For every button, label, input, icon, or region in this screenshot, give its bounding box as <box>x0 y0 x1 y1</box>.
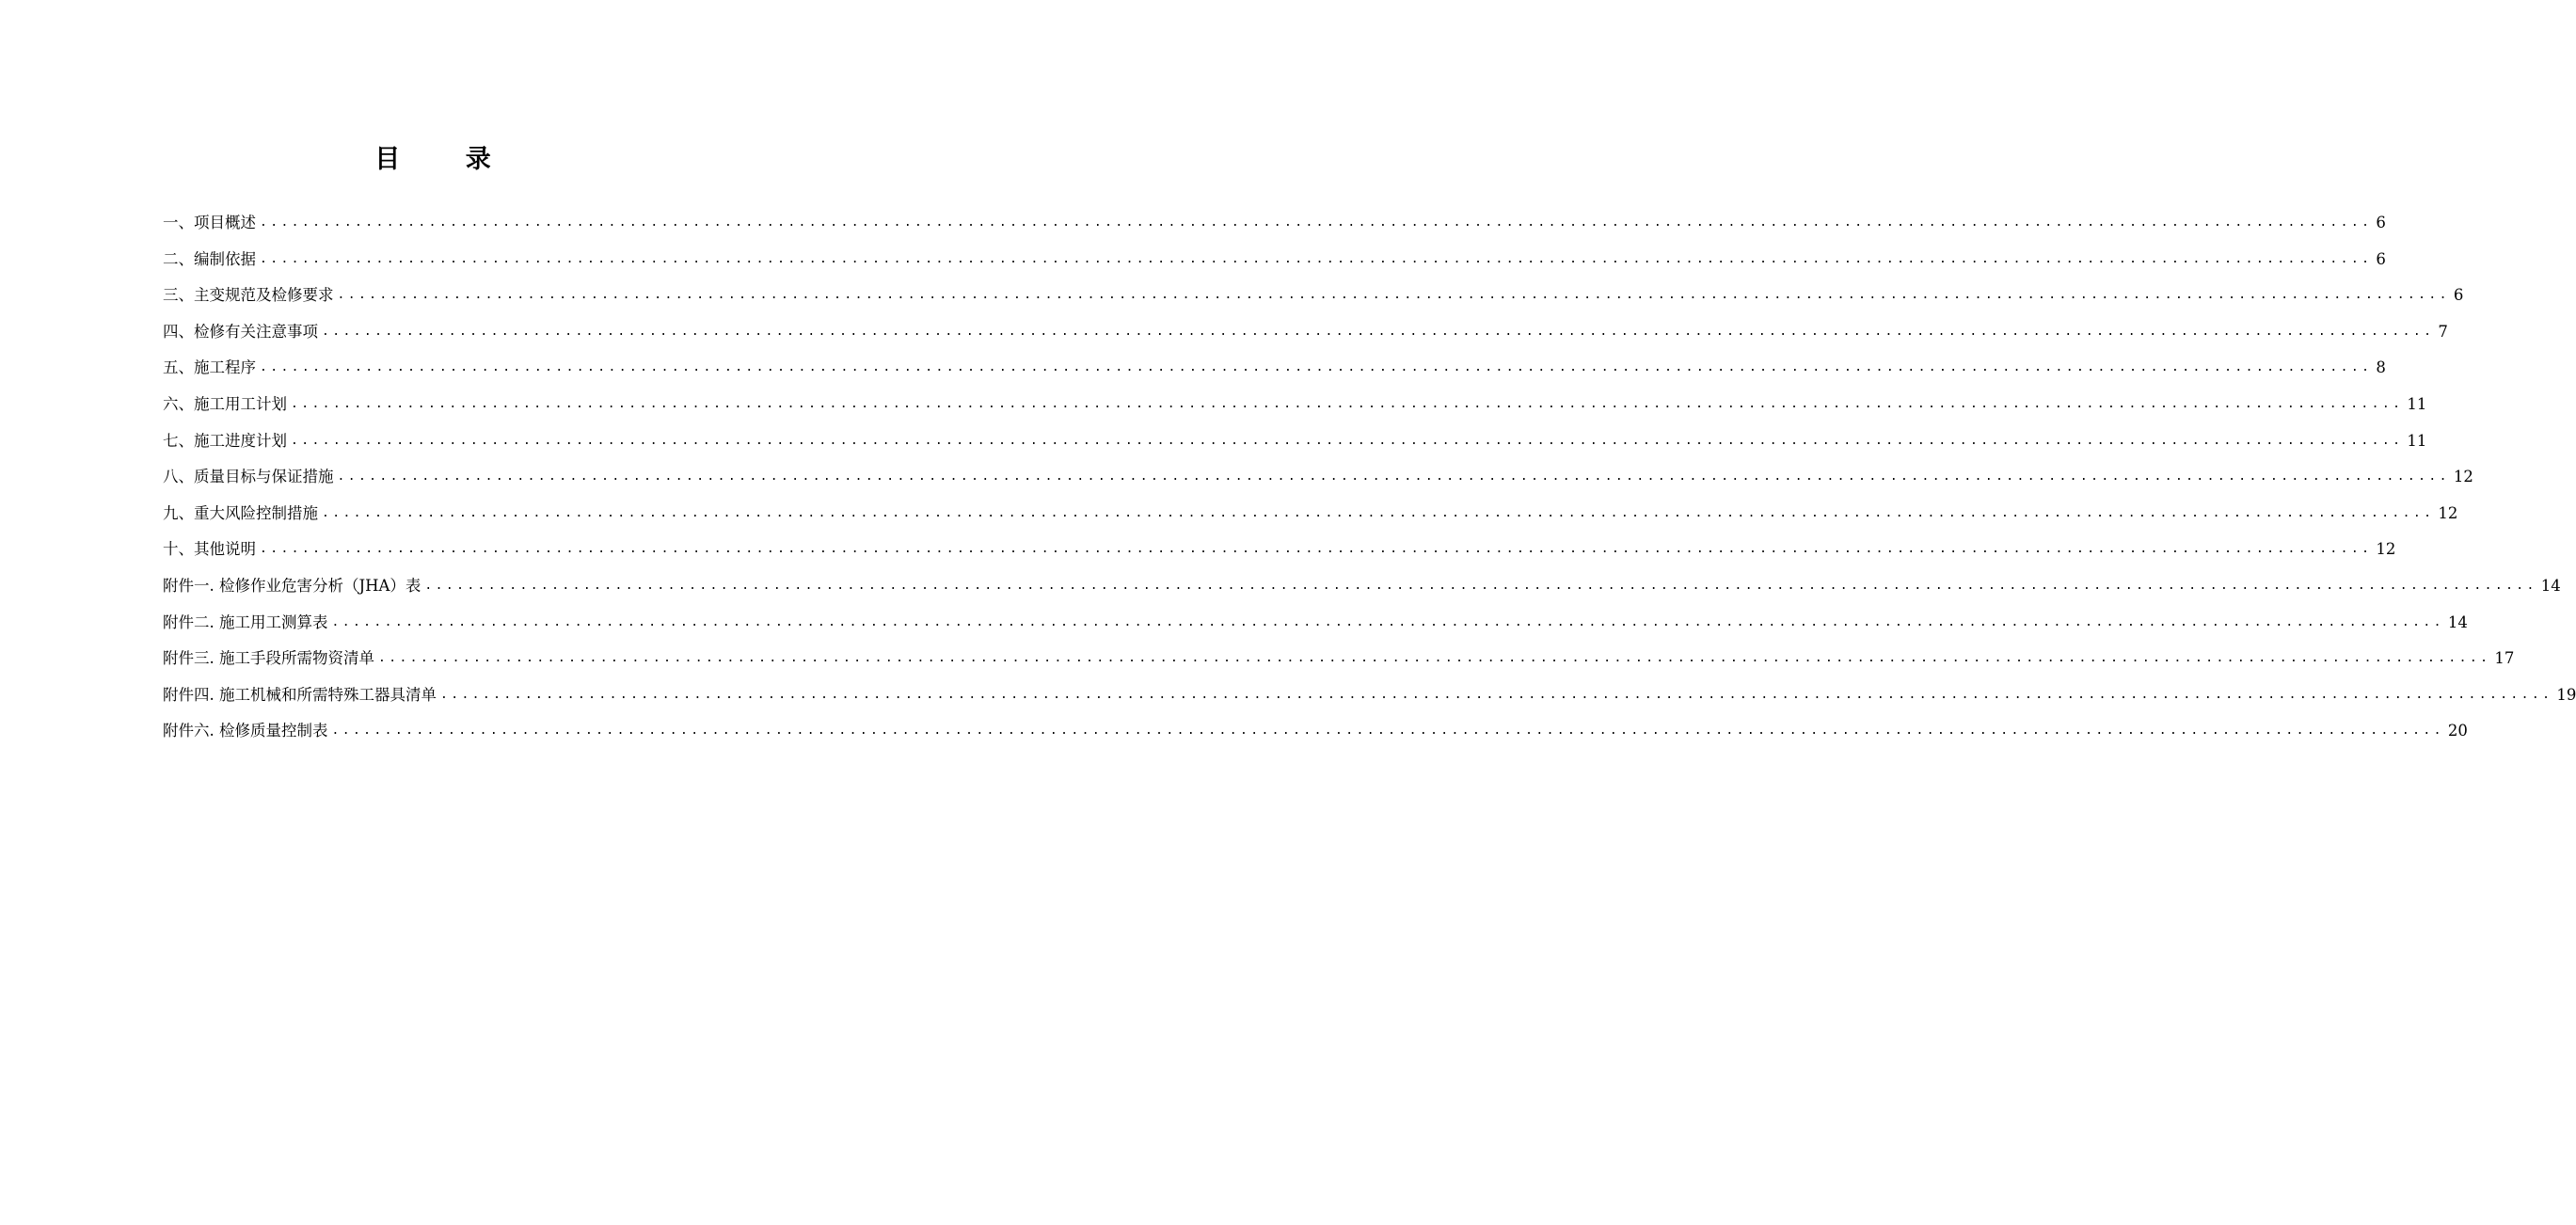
toc-dot-leader: ........................................................................................................................................................................................................ <box>260 215 2373 230</box>
toc-entry-page: 6 <box>2376 214 2386 231</box>
toc-entry-label: 四、检修有关注意事项 <box>163 322 318 341</box>
toc-dot-leader: ........................................................................................................................................................................................................ <box>337 288 2450 303</box>
toc-dot-leader: ........................................................................................................................................................................................................ <box>291 433 2404 448</box>
toc-entry[interactable] <box>163 423 2427 460</box>
toc-entry-label: 七、施工进度计划 <box>163 431 287 450</box>
toc-entry-label: 附件四. 施工机械和所需特殊工器具清单 <box>163 685 437 704</box>
toc-entry[interactable] <box>163 496 2458 533</box>
toc-entry-page: 17 <box>2494 649 2515 668</box>
toc-entry[interactable] <box>163 350 2386 387</box>
toc-entry-page: 11 <box>2407 394 2427 413</box>
toc-entry-label: 三、主变规范及检修要求 <box>163 286 334 305</box>
toc-entry-label: 十、其他说明 <box>163 540 256 559</box>
toc-entry-page: 7 <box>2438 322 2448 341</box>
toc-dot-leader: ........................................................................................................................................................................................................ <box>424 578 2537 593</box>
toc-entry-label: 二、编制依据 <box>163 249 256 268</box>
toc-entry-label: 八、质量目标与保证措施 <box>163 468 334 486</box>
toc-dot-leader: ........................................................................................................................................................................................................ <box>337 469 2450 485</box>
toc-entry-page: 12 <box>2453 468 2473 486</box>
toc-entry-label: 附件二. 施工用工测算表 <box>163 612 328 631</box>
toc-entry-page: 20 <box>2447 722 2468 740</box>
toc-entry-page: 14 <box>2540 576 2561 595</box>
toc-entry-label: 五、施工程序 <box>163 358 256 377</box>
toc-dot-leader: ........................................................................................................................................................................................................ <box>260 251 2373 266</box>
toc-entry-label: 附件六. 检修质量控制表 <box>163 722 328 740</box>
toc-entry[interactable] <box>163 713 2468 750</box>
toc-dot-leader: ........................................................................................................................................................................................................ <box>440 687 2553 702</box>
toc-entry-label: 附件三. 施工手段所需物资清单 <box>163 649 374 668</box>
toc-dot-leader: ........................................................................................................................................................................................................ <box>378 651 2491 666</box>
toc-entry-page: 19 <box>2556 685 2576 704</box>
toc-dot-leader: ........................................................................................................................................................................................................ <box>260 360 2373 375</box>
toc-entry[interactable] <box>163 387 2427 423</box>
toc-entry[interactable] <box>163 532 2396 568</box>
toc-entry[interactable] <box>163 314 2448 351</box>
toc-entry-page: 8 <box>2376 358 2386 377</box>
toc-dot-leader: ........................................................................................................................................................................................................ <box>331 614 2444 629</box>
toc-entry-page: 6 <box>2453 286 2464 305</box>
toc-dot-leader: ........................................................................................................................................................................................................ <box>322 505 2435 520</box>
toc-dot-leader: ........................................................................................................................................................................................................ <box>331 724 2444 739</box>
toc-dot-leader: ........................................................................................................................................................................................................ <box>322 324 2435 339</box>
toc-entry[interactable] <box>163 459 2473 496</box>
toc-entry[interactable] <box>163 205 2386 242</box>
toc-dot-leader: ........................................................................................................................................................................................................ <box>291 396 2404 411</box>
toc-entry-label: 附件一. 检修作业危害分析（JHA）表 <box>163 576 421 595</box>
toc-entry[interactable] <box>163 641 2515 677</box>
toc-entry[interactable] <box>163 677 2576 714</box>
toc-title: 目 录 <box>374 145 519 174</box>
toc-entry[interactable] <box>163 278 2464 314</box>
toc-entry-label: 九、重大风险控制措施 <box>163 503 318 522</box>
toc-entry-page: 12 <box>2438 503 2458 522</box>
toc-entry[interactable] <box>163 242 2386 278</box>
toc-entry-page: 14 <box>2447 612 2468 631</box>
toc-list <box>163 205 2576 750</box>
toc-entry-label: 一、项目概述 <box>163 214 256 231</box>
toc-entry-label: 六、施工用工计划 <box>163 394 287 413</box>
toc-entry[interactable] <box>163 605 2468 642</box>
toc-entry[interactable] <box>163 568 2561 605</box>
toc-entry-page: 11 <box>2407 431 2427 450</box>
toc-entry-page: 12 <box>2376 540 2396 559</box>
toc-entry-page: 6 <box>2376 249 2386 268</box>
toc-dot-leader: ........................................................................................................................................................................................................ <box>260 542 2373 557</box>
